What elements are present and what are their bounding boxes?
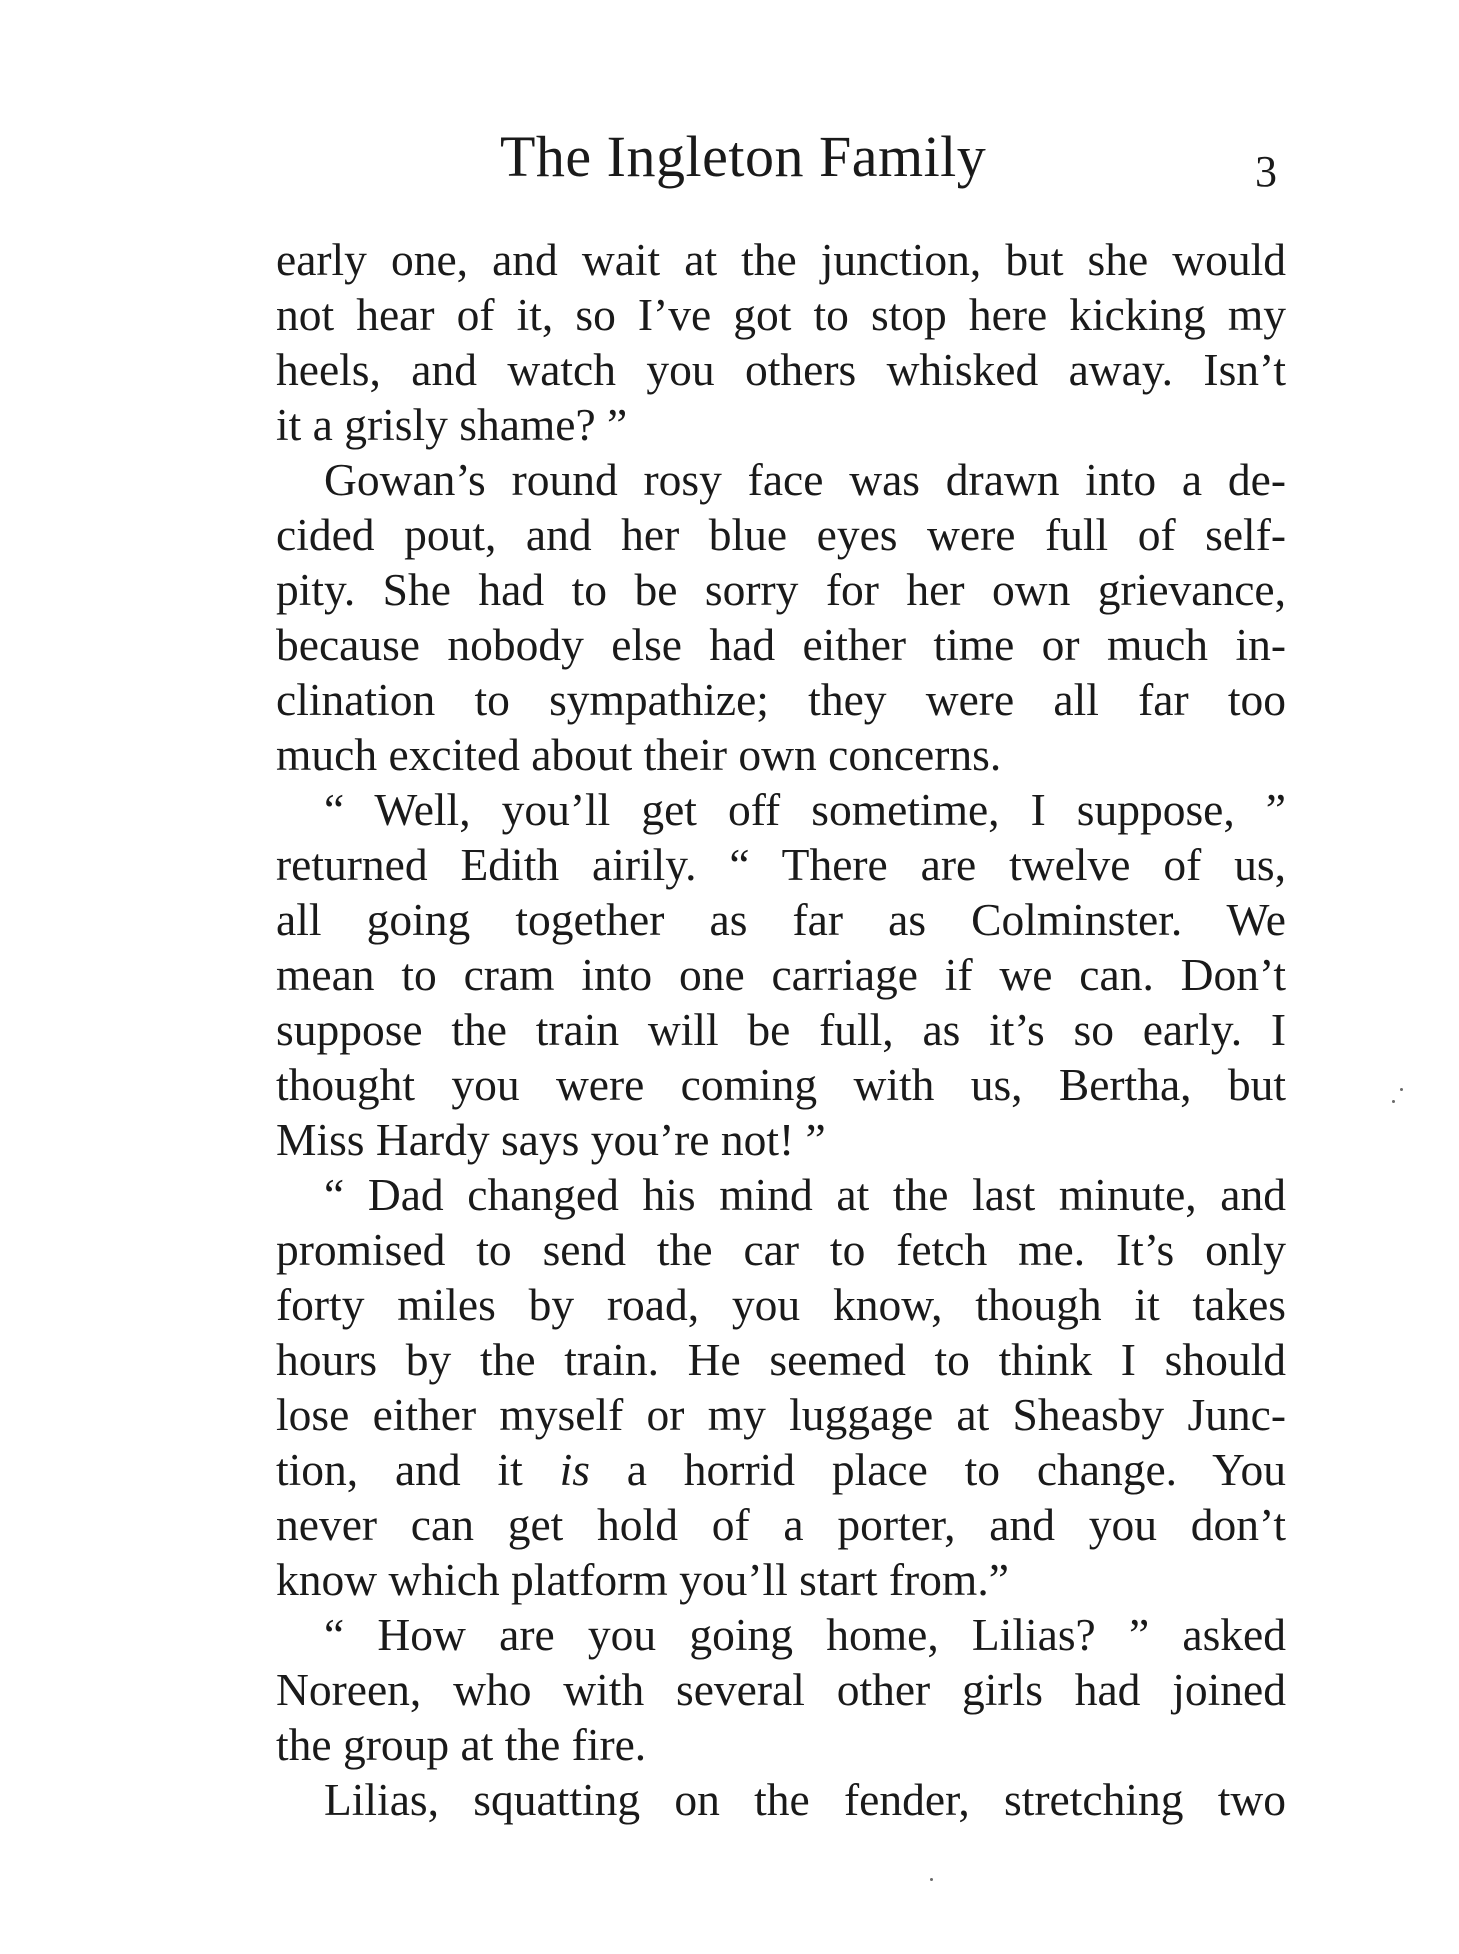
text-line-content: thought you were coming with us, Bertha, but <box>276 1059 1286 1110</box>
text-line-content: not hear of it, so I’ve got to stop here kicking my <box>276 289 1286 340</box>
text-line <box>276 287 1286 342</box>
text-line <box>276 1662 1286 1717</box>
text-line-content: cided pout, and her blue eyes were full of self- <box>276 509 1286 560</box>
text-line <box>276 397 1286 452</box>
text-line <box>276 1057 1286 1112</box>
scan-speck <box>930 1878 933 1881</box>
text-line <box>276 1552 1286 1607</box>
text-line <box>276 507 1286 562</box>
text-line <box>276 617 1286 672</box>
text-line-content: suppose the train will be full, as it’s so early. I <box>276 1004 1286 1055</box>
text-line-content: forty miles by road, you know, though it takes <box>276 1279 1286 1330</box>
text-line <box>276 1277 1286 1332</box>
text-line <box>276 1497 1286 1552</box>
body-text <box>276 232 1286 1827</box>
text-line <box>276 1772 1286 1827</box>
page-number: 3 <box>1255 147 1277 196</box>
text-line-content: heels, and watch you others whisked away. Isn’t <box>276 344 1286 395</box>
text-line <box>276 342 1286 397</box>
running-title: The Ingleton Family <box>500 124 987 189</box>
text-line-content: pity. She had to be sorry for her own grievance, <box>276 564 1286 615</box>
text-line <box>276 1607 1286 1662</box>
text-line <box>276 1222 1286 1277</box>
text-line <box>276 1167 1286 1222</box>
text-line-content: tion, and it <box>276 1444 560 1495</box>
scan-speck <box>1400 1088 1403 1091</box>
text-line-content: Lilias, squatting on the fender, stretching two <box>324 1774 1286 1825</box>
italic-word: is <box>559 1444 590 1495</box>
text-line <box>276 672 1286 727</box>
text-line-content: never can get hold of a porter, and you don’t <box>276 1499 1286 1550</box>
text-line-content: returned Edith airily. “ There are twelve of us, <box>276 839 1286 890</box>
text-line <box>276 1717 1286 1772</box>
text-line <box>276 837 1286 892</box>
text-line-content: because nobody else had either time or much in- <box>276 619 1286 670</box>
text-line <box>276 1387 1286 1442</box>
text-line-content: hours by the train. He seemed to think I should <box>276 1334 1286 1385</box>
text-line-content: it a grisly shame? ” <box>276 399 628 450</box>
text-line-content: “ Well, you’ll get off sometime, I suppose, ” <box>324 784 1286 835</box>
text-line-content: know which platform you’ll start from.” <box>276 1554 1009 1605</box>
text-line-content: much excited about their own concerns. <box>276 729 1002 780</box>
text-line <box>276 232 1286 287</box>
text-line-content: Gowan’s round rosy face was drawn into a de- <box>324 454 1286 505</box>
text-line-content: early one, and wait at the junction, but she would <box>276 234 1286 285</box>
text-line <box>276 1442 1286 1497</box>
text-line-content: all going together as far as Colminster. We <box>276 894 1286 945</box>
text-line <box>276 947 1286 1002</box>
text-line <box>276 1332 1286 1387</box>
text-line-content: “ Dad changed his mind at the last minute, and <box>324 1169 1286 1220</box>
text-line-content: “ How are you going home, Lilias? ” asked <box>324 1609 1286 1660</box>
text-line-content: promised to send the car to fetch me. It’s only <box>276 1224 1286 1275</box>
text-line-content: Noreen, who with several other girls had joined <box>276 1664 1286 1715</box>
text-line <box>276 562 1286 617</box>
text-line-content: the group at the fire. <box>276 1719 647 1770</box>
text-line <box>276 782 1286 837</box>
text-line-content: a horrid place to change. You <box>589 1444 1286 1495</box>
text-line <box>276 727 1286 782</box>
text-line-content: lose either myself or my luggage at Sheasby Junc- <box>276 1389 1286 1440</box>
text-line <box>276 1002 1286 1057</box>
text-line <box>276 892 1286 947</box>
text-line-content: Miss Hardy says you’re not! ” <box>276 1114 826 1165</box>
text-line-content: clination to sympathize; they were all far too <box>276 674 1286 725</box>
text-line <box>276 452 1286 507</box>
text-line-content: mean to cram into one carriage if we can. Don’t <box>276 949 1286 1000</box>
scan-speck <box>1392 1100 1395 1103</box>
text-line <box>276 1112 1286 1167</box>
